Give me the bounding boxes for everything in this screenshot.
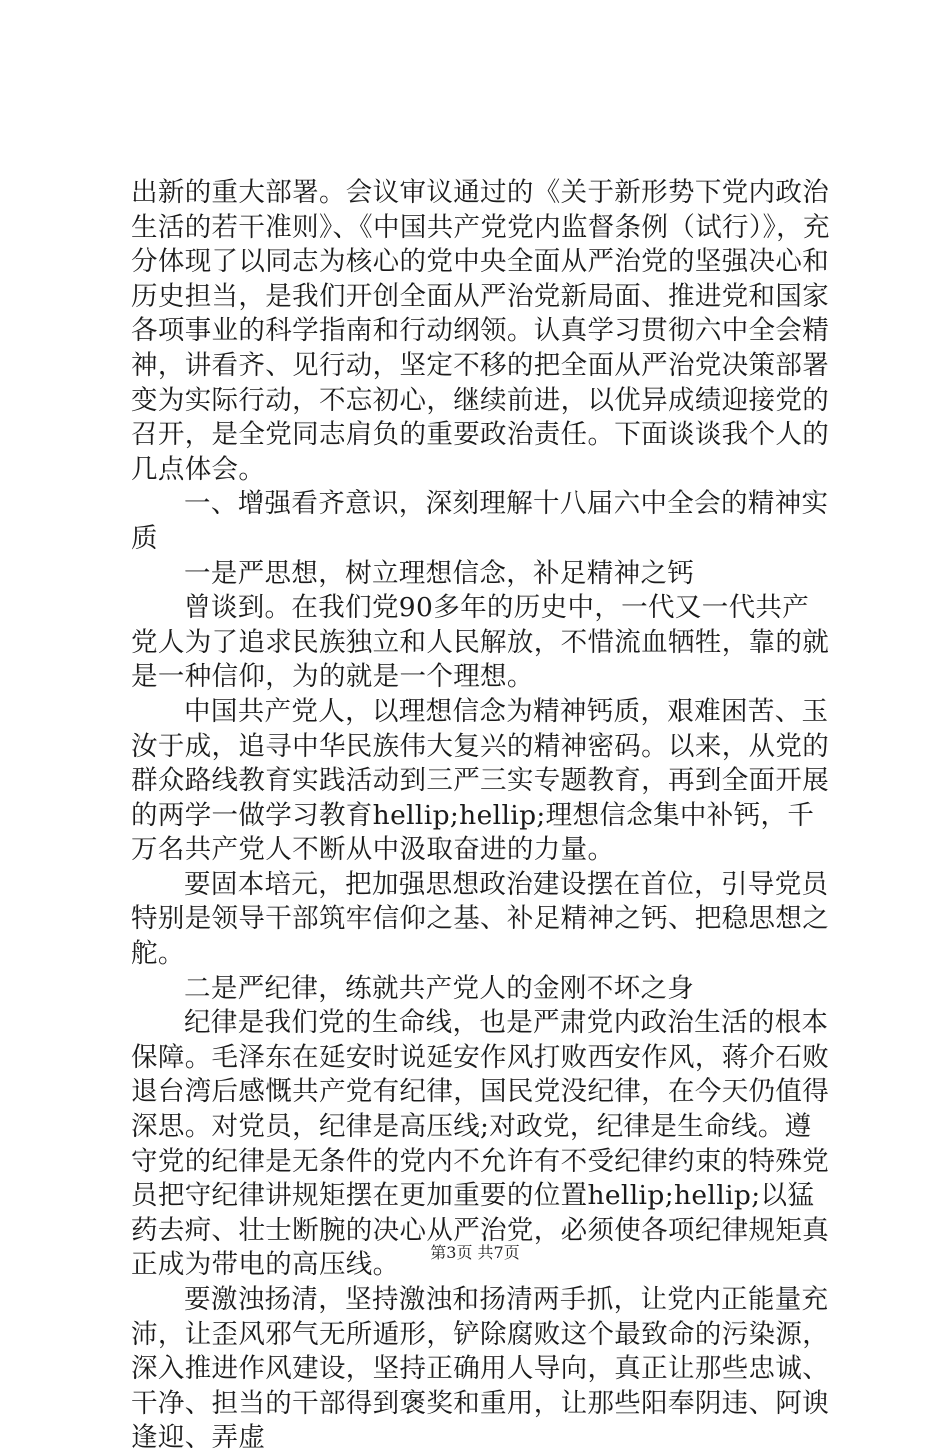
body-text [131, 176, 831, 1456]
subheading-1: 一是严思想，树立理想信念，补足精神之钙 [184, 557, 695, 589]
paragraph: 曾谈到。在我们党90多年的历史中，一代又一代共产党人为了追求民族独立和人民解放，不惜流血牺牲，靠的就是一种信仰，为的就是一个理想。 [131, 592, 830, 693]
page-number-footer: 第3页 共7页 [430, 1243, 520, 1262]
paragraph-continuation: 出新的重大部署。会议审议通过的《关于新形势下党内政治生活的若干准则》、《中国共产党党内监督条例（试行）》，充分体现了以同志为核心的党中央全面从严治党的坚强决心和历史担当，是我们开创全面从严治党新局面、推进党和国家各项事业的科学指南和行动纲领。认真学习贯彻六中全会精神，讲看齐、见行动，坚定不移的把全面从严治党决策部署变为实际行动，不忘初心，继续前进，以优异成绩迎接党的召开，是全党同志肩负的重要政治责任。下面谈谈我个人的几点体会。 [131, 177, 830, 485]
paragraph: 要激浊扬清，坚持激浊和扬清两手抓，让党内正能量充沛，让歪风邪气无所遁形，铲除腐败这个最致命的污染源，深入推进作风建设，坚持正确用人导向，真正让那些忠诚、干净、担当的干部得到褒奖和重用，让那些阳奉阴违、阿谀逢迎、弄虚 [131, 1284, 830, 1454]
paragraph: 要固本培元，把加强思想政治建设摆在首位，引导党员特别是领导干部筑牢信仰之基、补足精神之钙、把稳思想之舵。 [131, 868, 830, 970]
subheading-2: 二是严纪律，练就共产党人的金刚不坏之身 [184, 972, 695, 1004]
paragraph: 中国共产党人，以理想信念为精神钙质，艰难困苦、玉汝于成，追寻中华民族伟大复兴的精神密码。以来，从党的群众路线教育实践活动到三严三实专题教育，再到全面开展的两学一做学习教育hellip;hellip;理想信念集中补钙，千万名共产党人不断从中汲取奋进的力量。 [131, 695, 830, 866]
section-heading-1: 一、增强看齐意识，深刻理解十八届六中全会的精神实质 [131, 488, 829, 554]
paragraph: 纪律是我们党的生命线，也是严肃党内政治生活的根本保障。毛泽东在延安时说延安作风打败西安作风，蒋介石败退台湾后感慨共产党有纪律，国民党没纪律，在今天仍值得深思。对党员，纪律是高压线;对政党，纪律是生命线。遵守党的纪律是无条件的党内不允许有不受纪律约束的特殊党员把守纪律讲规矩摆在更加重要的位置hellip;hellip;以猛药去疴、壮士断腕的决心从严治党，必须使各项纪律规矩真正成为带电的高压线。 [131, 1007, 830, 1281]
